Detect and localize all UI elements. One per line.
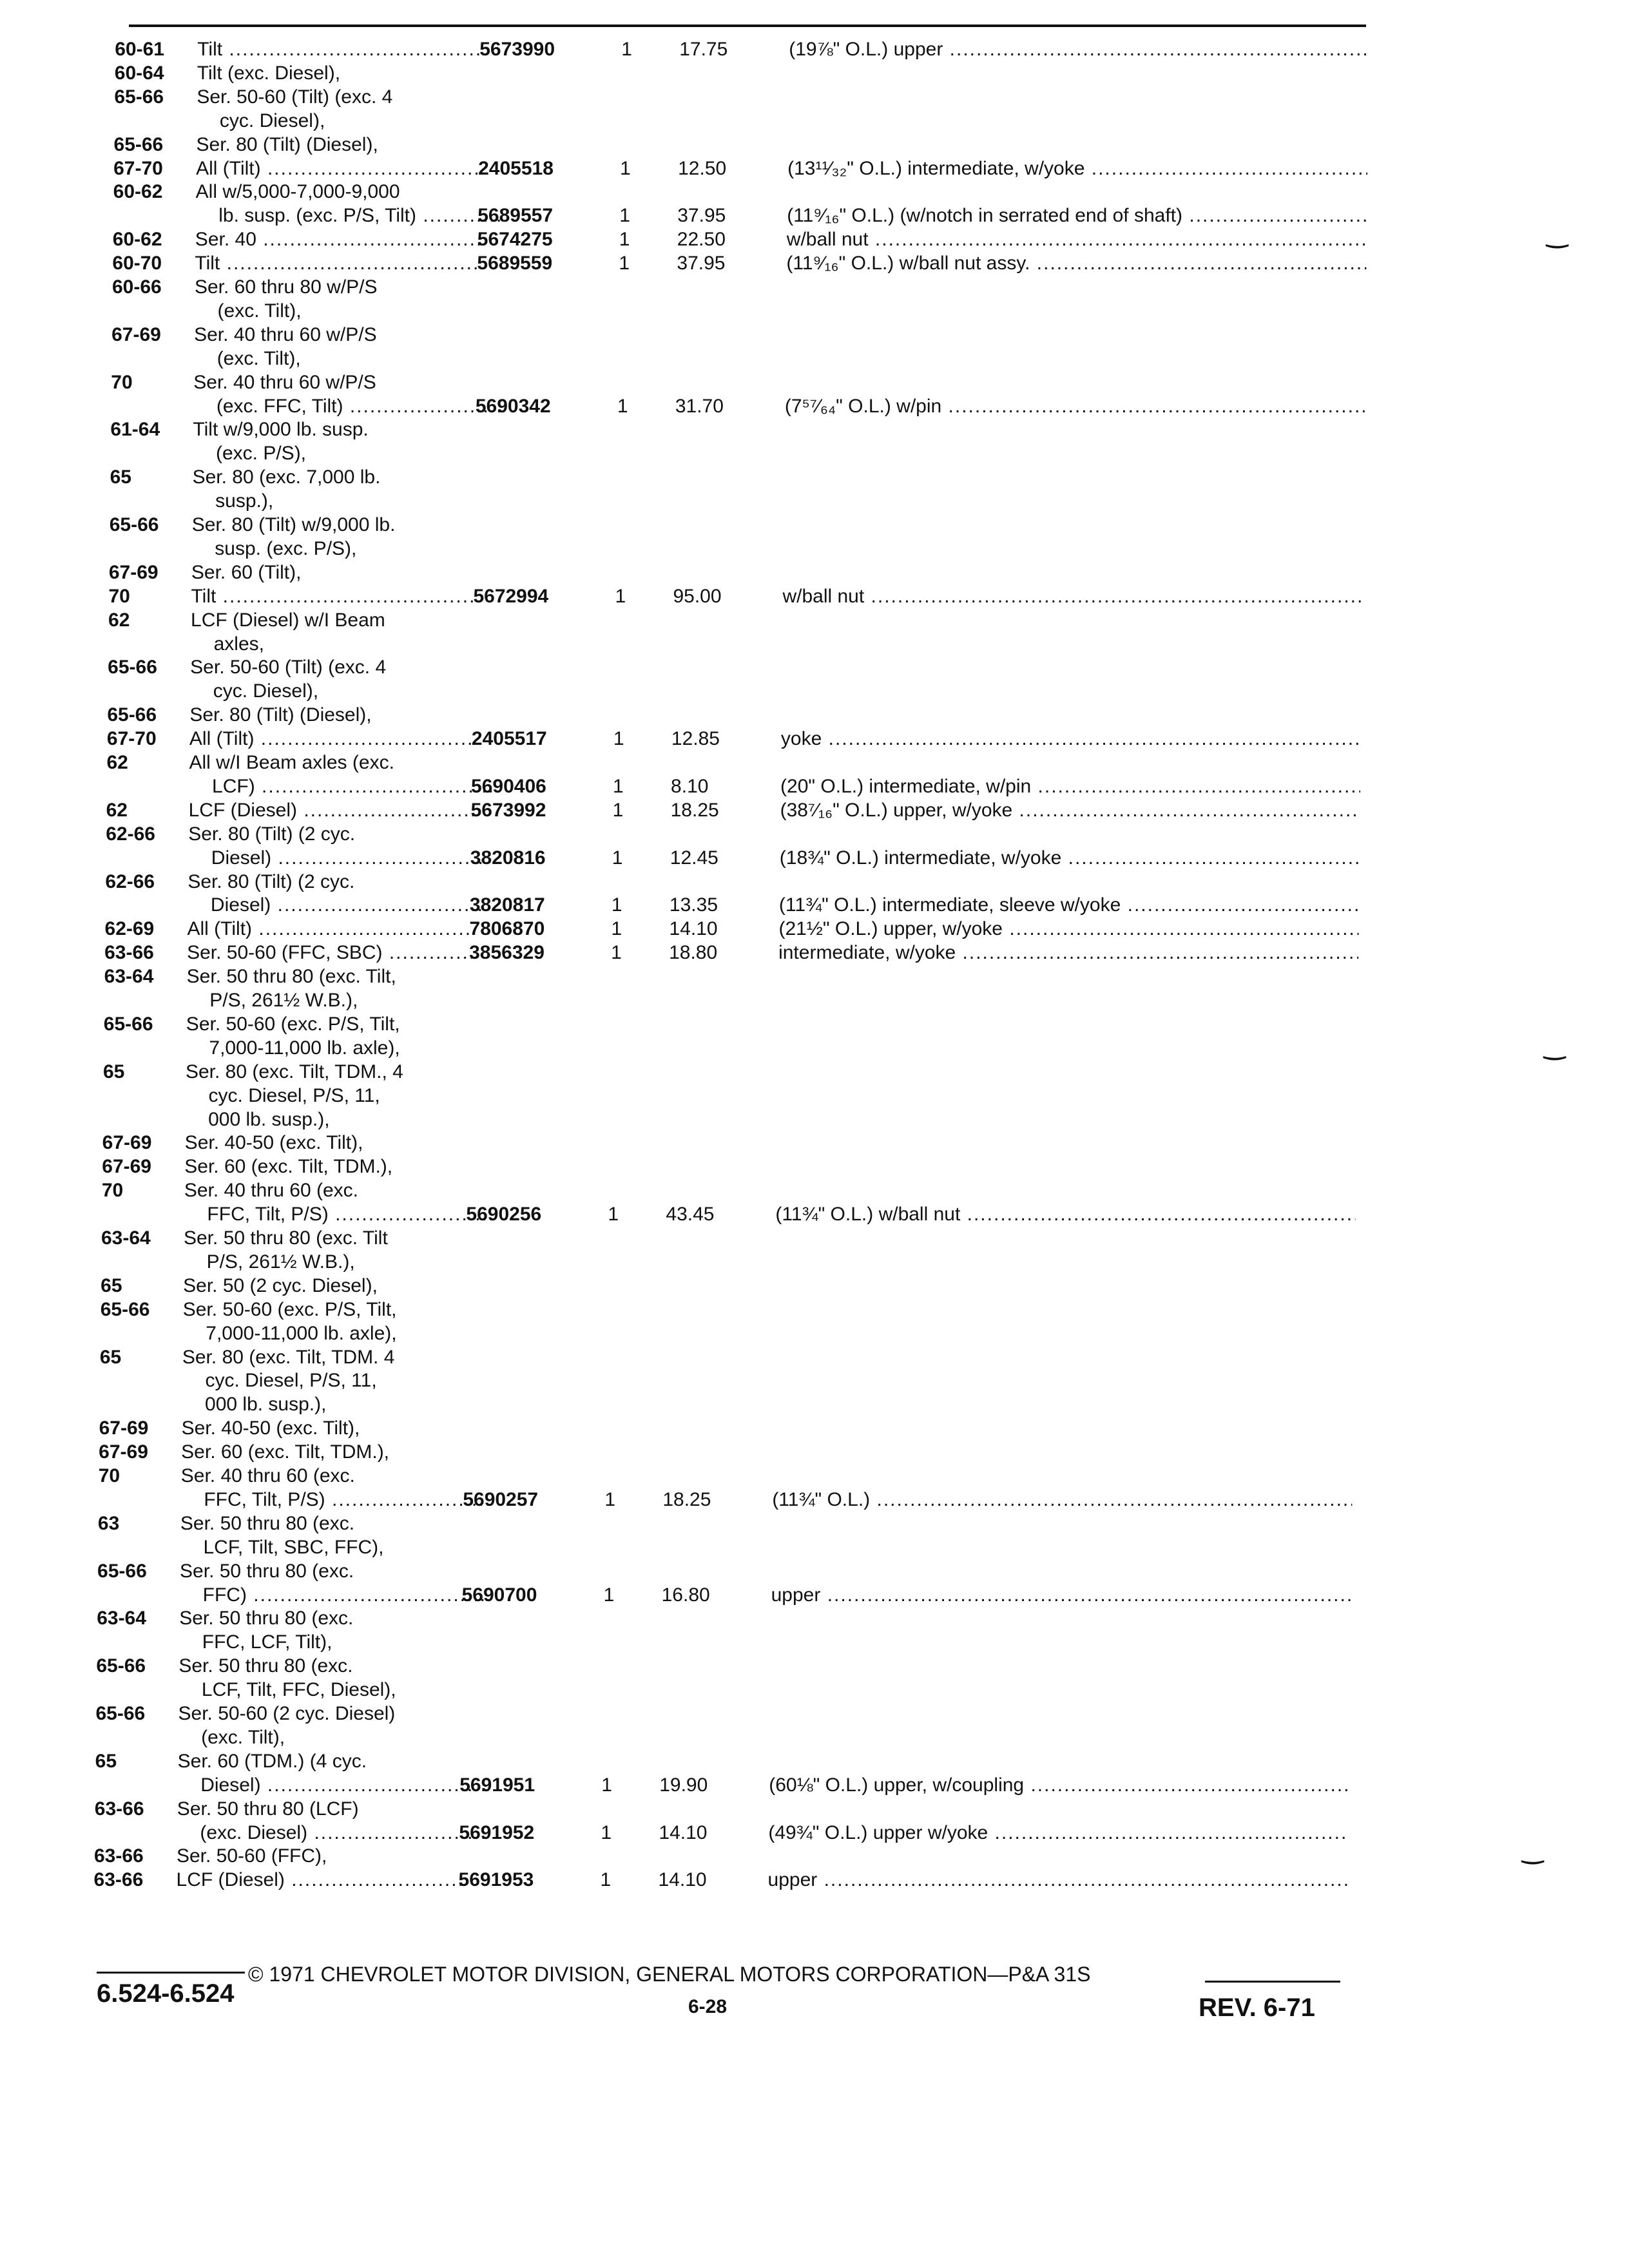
footer-revision: REV. 6-71 [1199,1994,1315,2022]
application-description: (exc. Diesel) ..... [200,1823,485,1843]
table-row [0,1110,1629,1129]
table-row [0,1538,1629,1557]
list-price: 17.75 [679,39,728,60]
part-description: w/ball nut ..... [782,587,1362,606]
part-description: (13¹¹⁄₃₂" O.L.) intermediate, w/yoke ..... [787,159,1367,178]
list-price: 37.95 [677,205,726,227]
table-row [0,1728,1629,1747]
list-price: 12.50 [678,157,727,179]
table-row [0,1680,1629,1700]
model-year: 67-69 [99,1441,148,1463]
table-row [0,302,1629,321]
list-price: 14.10 [669,918,718,940]
quantity: 1 [601,1821,612,1843]
table-row [0,1633,1629,1652]
list-price: 22.50 [677,229,726,251]
part-description: (21½" O.L.) upper, w/yoke ..... [779,919,1359,939]
part-number: 5690256 [466,1204,542,1225]
application-description: LCF, Tilt, SBC, FFC), [203,1536,384,1558]
margin-tick-mark: ‿ [1544,1032,1566,1060]
application-description: Ser. 50-60 (2 cyc. Diesel) [178,1703,396,1724]
application-description: cyc. Diesel), [213,680,319,702]
model-year: 70 [111,371,133,393]
application-description: Ser. 80 (Tilt) (2 cyc. [188,823,356,845]
part-description: upper ..... [768,1870,1348,1890]
table-row [0,1157,1629,1177]
part-description: (19⅞" O.L.) upper ..... [789,40,1369,59]
footer-left-rule [97,1972,245,1974]
application-description: LCF) ..... [212,777,497,796]
list-price: 13.35 [669,894,718,916]
application-description: lb. susp. (exc. P/S, Tilt) ..... [218,206,503,226]
application-description: Ser. 50 thru 80 (exc. [180,1512,355,1534]
table-row [0,1847,1629,1866]
application-description: Ser. 80 (Tilt) (2 cyc. [188,870,355,892]
application-description: Ser. 80 (exc. Tilt, TDM. 4 [182,1346,395,1368]
application-description: (exc. Tilt), [201,1726,285,1748]
table-row [0,1704,1629,1724]
quantity: 1 [604,1488,616,1510]
model-year: 65-66 [109,514,159,535]
model-year: 65-66 [97,1560,147,1582]
table-row [0,1800,1629,1819]
quantity: 1 [612,799,624,821]
part-number: 5690342 [475,395,551,417]
list-price: 31.70 [675,395,724,417]
model-year: 70 [108,585,130,607]
table-row [0,420,1629,439]
table-row [0,254,1629,273]
part-description: (7⁵⁷⁄₆₄" O.L.) w/pin ..... [785,397,1365,416]
part-description: (11¾" O.L.) ..... [772,1490,1352,1510]
application-description: Diesel) ..... [200,1776,485,1795]
application-description: Ser. 80 (Tilt) w/9,000 lb. [191,514,396,535]
model-year: 67-69 [102,1156,151,1178]
model-year: 60-66 [111,276,162,298]
application-description: Ser. 50 thru 80 (exc. [180,1560,354,1582]
application-description: Ser. 80 (Tilt) (Diesel), [196,133,378,155]
table-row [0,40,1629,59]
application-description: (exc. FFC, Tilt) ..... [217,397,501,416]
list-price: 95.00 [673,585,722,607]
part-number: 2405518 [478,157,554,179]
quantity: 1 [611,942,622,964]
application-description: Ser. 50-60 (FFC, SBC) ..... [187,943,472,963]
application-description: 7,000-11,000 lb. axle), [209,1037,400,1059]
table-row [0,468,1629,487]
table-row [0,159,1629,178]
quantity: 1 [619,205,630,227]
quantity: 1 [620,157,631,179]
table-row [0,1229,1629,1248]
table-row [0,729,1629,749]
application-description: Ser. 80 (Tilt) (Diesel), [189,704,372,726]
table-row [0,64,1629,83]
list-price: 16.80 [661,1584,710,1606]
application-description: Ser. 40 ..... [195,230,480,249]
quantity: 1 [600,1869,612,1891]
table-row [0,706,1629,725]
table-row [0,539,1629,559]
table-row [0,611,1629,630]
part-number: 5673992 [470,799,546,821]
quantity: 1 [619,253,630,274]
model-year: 65-66 [108,657,157,678]
model-year: 65 [101,1274,122,1296]
table-row [0,1870,1629,1890]
model-year: 62 [106,752,128,773]
table-row [0,444,1629,463]
part-number: 7806870 [469,918,545,940]
application-description: Ser. 40-50 (exc. Tilt), [181,1418,360,1439]
part-description: (11⁹⁄₁₆" O.L.) (w/notch in serrated end of shaft) ..... [787,206,1367,226]
model-year: 60-61 [115,39,164,60]
table-row [0,325,1629,345]
model-year: 63 [97,1512,120,1534]
part-description: (38⁷⁄₁₆" O.L.) upper, w/yoke ..... [780,801,1360,820]
table-row [0,1395,1629,1414]
table-row [0,1276,1629,1296]
application-description: Ser. 50-60 (FFC), [176,1845,327,1867]
table-row [0,1823,1629,1843]
application-description: Tilt (exc. Diesel), [197,62,341,84]
quantity: 1 [608,1204,619,1225]
model-year: 65-66 [95,1703,146,1724]
model-year: 65-66 [107,704,157,726]
application-description: (exc. P/S), [215,443,307,465]
part-number: 5673990 [479,39,555,60]
table-row [0,111,1629,131]
model-year: 70 [101,1180,124,1202]
part-number: 5690700 [461,1584,537,1606]
quantity: 1 [603,1584,615,1606]
table-row [0,801,1629,820]
table-row [0,1490,1629,1510]
application-description: Ser. 50 thru 80 (exc. Tilt, [186,966,396,988]
top-rule [129,24,1366,27]
part-description: upper ..... [771,1586,1351,1605]
application-description: P/S, 261½ W.B.), [209,990,358,1011]
table-row [0,230,1629,249]
application-description: cyc. Diesel, P/S, 11, [208,1084,380,1106]
table-row [0,397,1629,416]
application-description: Ser. 60 (TDM.) (4 cyc. [177,1750,367,1772]
model-year: 62 [106,799,128,821]
model-year: 67-70 [113,157,163,179]
application-description: 000 lb. susp.), [205,1394,327,1416]
model-year: 65-66 [114,86,164,108]
model-year: 67-69 [99,1418,149,1439]
application-description: susp.), [215,490,274,512]
model-year: 63-64 [97,1608,146,1629]
table-row [0,919,1629,939]
footer-page-number: 6-28 [688,1996,728,2017]
part-number: 5690406 [471,775,546,797]
table-row [0,1015,1629,1034]
part-description: yoke ..... [781,729,1361,749]
list-price: 18.80 [669,942,718,964]
application-description: Tilt ..... [191,587,476,606]
model-year: 67-69 [111,323,161,345]
application-description: Ser. 80 (exc. Tilt, TDM., 4 [185,1061,403,1082]
table-row [0,1253,1629,1272]
part-description: w/ball nut ..... [787,230,1367,249]
model-year: 62-66 [106,823,155,845]
application-description: Ser. 40 thru 60 w/P/S [193,371,376,393]
list-price: 14.10 [659,1821,708,1843]
table-row [0,1348,1629,1367]
part-description: (20" O.L.) intermediate, w/pin ..... [780,777,1360,796]
table-row [0,896,1629,915]
model-year: 65-66 [113,133,164,155]
model-year: 61-64 [110,419,160,441]
quantity: 1 [612,847,623,869]
quantity: 1 [615,585,626,607]
application-description: Tilt ..... [197,40,482,59]
list-price: 8.10 [671,775,709,797]
table-row [0,206,1629,226]
application-description: Ser. 40-50 (exc. Tilt), [184,1132,363,1154]
model-year: 63-66 [93,1869,144,1891]
table-row [0,849,1629,868]
application-description: Ser. 80 (exc. 7,000 lb. [192,466,381,488]
model-year: 63-64 [101,1227,151,1249]
model-year: 62 [108,609,130,631]
part-description: (11⁹⁄₁₆" O.L.) w/ball nut assy. ..... [786,254,1366,273]
table-row [0,635,1629,654]
application-description: Ser. 60 (exc. Tilt, TDM.), [184,1156,393,1178]
application-description: 000 lb. susp.), [208,1108,330,1130]
part-number: 3820817 [469,894,545,916]
model-year: 60-62 [112,229,162,251]
list-price: 12.45 [670,847,718,869]
application-description: LCF (Diesel) w/I Beam [191,609,385,631]
table-row [0,777,1629,796]
application-description: Ser. 50-60 (Tilt) (exc. 4 [190,657,387,678]
list-price: 18.25 [670,799,719,821]
margin-tick-mark: ‿ [1547,220,1568,248]
model-year: 60-62 [113,181,163,203]
application-description: FFC) ..... [203,1586,488,1605]
table-row [0,872,1629,892]
table-row [0,1752,1629,1771]
model-year: 67-69 [108,561,159,583]
application-description: All w/5,000-7,000-9,000 [195,181,400,203]
footer-right-rule [1205,1981,1340,1983]
application-description: All (Tilt) ..... [189,729,474,749]
table-row [0,1133,1629,1153]
model-year: 63-64 [104,966,154,988]
application-description: All (Tilt) ..... [196,159,481,178]
table-row [0,1609,1629,1628]
table-row [0,1514,1629,1533]
application-description: LCF (Diesel) ..... [189,801,474,820]
table-row [0,563,1629,582]
part-number: 5691951 [459,1774,535,1796]
table-row [0,135,1629,155]
model-year: 65 [99,1346,122,1368]
part-number: 5689557 [477,205,554,227]
quantity: 1 [611,918,622,940]
application-description: Ser. 60 (Tilt), [191,561,302,583]
application-description: LCF, Tilt, FFC, Diesel), [201,1679,396,1701]
application-description: cyc. Diesel, P/S, 11, [205,1370,377,1392]
application-description: (exc. Tilt), [217,347,301,369]
application-description: axles, [213,633,264,655]
list-price: 37.95 [677,253,726,274]
list-price: 19.90 [659,1774,708,1796]
application-description: Diesel) ..... [211,849,496,868]
model-year: 67-70 [106,728,157,750]
application-description: 7,000-11,000 lb. axle), [206,1322,397,1344]
table-row [0,1371,1629,1390]
quantity: 1 [611,894,622,916]
list-price: 18.25 [662,1488,711,1510]
application-description: Diesel) ..... [211,896,496,915]
model-year: 62-69 [104,918,155,940]
model-year: 63-66 [104,942,154,964]
table-row [0,278,1629,297]
table-row [0,1419,1629,1438]
part-description: (60⅛" O.L.) upper, w/coupling ..... [769,1776,1349,1795]
part-description: intermediate, w/yoke ..... [778,943,1358,963]
application-description: All w/I Beam axles (exc. [189,752,394,773]
model-year: 67-69 [102,1132,152,1154]
table-row [0,682,1629,701]
application-description: Ser. 40 thru 60 (exc. [184,1180,358,1202]
model-year: 63-66 [94,1798,144,1820]
application-description: Tilt w/9,000 lb. susp. [193,419,369,441]
part-number: 3820816 [470,847,546,869]
table-row [0,1181,1629,1200]
part-description: (11¾" O.L.) intermediate, sleeve w/yoke ..... [779,896,1359,915]
table-row [0,515,1629,535]
model-year: 65 [110,466,131,488]
table-row [0,492,1629,511]
quantity: 1 [617,395,628,417]
model-year: 70 [98,1465,120,1486]
application-description: susp. (exc. P/S), [215,537,357,559]
application-description: Ser. 50 (2 cyc. Diesel), [183,1274,378,1296]
model-year: 62-66 [105,870,155,892]
table-row [0,1586,1629,1605]
application-description: LCF (Diesel) ..... [177,1870,461,1890]
part-description: (49¾" O.L.) upper w/yoke ..... [768,1823,1348,1843]
table-row [0,1086,1629,1106]
application-description: Ser. 40 thru 60 (exc. [180,1465,355,1486]
list-price: 43.45 [666,1204,715,1225]
table-row [0,1443,1629,1462]
table-row [0,1776,1629,1795]
application-description: Ser. 50-60 (Tilt) (exc. 4 [197,86,393,108]
table-row [0,943,1629,963]
quantity: 1 [613,728,624,750]
application-description: cyc. Diesel), [219,110,325,131]
quantity: 1 [621,39,632,60]
quantity: 1 [613,775,624,797]
table-row [0,1039,1629,1058]
table-row [0,1466,1629,1486]
application-description: Ser. 60 thru 80 w/P/S [194,276,378,298]
part-number: 5690257 [463,1488,539,1510]
application-description: FFC, Tilt, P/S) ..... [204,1490,488,1510]
model-year: 65-66 [100,1298,150,1320]
model-year: 65-66 [103,1013,153,1035]
part-number: 5691953 [458,1869,534,1891]
table-row [0,753,1629,773]
table-row [0,1562,1629,1581]
margin-tick-mark: ‿ [1522,1836,1544,1864]
table-row [0,1657,1629,1676]
table-row [0,967,1629,986]
model-year: 63-66 [93,1845,144,1867]
part-number: 2405517 [471,728,547,750]
table-row [0,587,1629,606]
application-description: Ser. 60 (exc. Tilt, TDM.), [181,1441,390,1463]
part-number: 3856329 [469,942,545,964]
table-row [0,88,1629,107]
model-year: 60-64 [114,62,164,84]
application-description: FFC, Tilt, P/S) ..... [207,1205,492,1224]
model-year: 60-70 [112,253,162,274]
application-description: Ser. 40 thru 60 w/P/S [194,323,377,345]
part-number: 5689559 [477,253,553,274]
part-number: 5672994 [473,585,549,607]
part-description: (11¾" O.L.) w/ball nut ..... [775,1205,1355,1224]
application-description: Ser. 50-60 (exc. P/S, Tilt, [186,1013,400,1035]
model-year: 65-66 [96,1655,146,1677]
footer-copyright: © 1971 CHEVROLET MOTOR DIVISION, GENERAL MOTORS CORPORATION—P&A 31S [248,1963,1091,1986]
application-description: All (Tilt) ..... [188,919,472,939]
table-row [0,1324,1629,1343]
application-description: (exc. Tilt), [217,300,302,322]
table-row [0,1300,1629,1320]
footer-section-number: 6.524-6.524 [97,1979,235,2008]
table-row [0,1062,1629,1082]
application-description: Tilt ..... [195,254,479,273]
table-row [0,658,1629,677]
application-description: P/S, 261½ W.B.), [206,1251,355,1273]
part-description: (18¾" O.L.) intermediate, w/yoke ..... [780,849,1360,868]
part-number: 5691952 [459,1821,535,1843]
application-description: Ser. 50 thru 80 (exc. [178,1655,353,1677]
table-row [0,373,1629,392]
table-row [0,825,1629,844]
application-description: FFC, LCF, Tilt), [202,1631,333,1653]
part-number: 5674275 [477,229,553,251]
list-price: 12.85 [671,728,720,750]
application-description: Ser. 50-60 (exc. P/S, Tilt, [182,1298,397,1320]
application-description: Ser. 50 thru 80 (exc. Tilt [183,1227,388,1249]
table-row [0,182,1629,202]
application-description: Ser. 50 thru 80 (LCF) [177,1798,359,1820]
model-year: 65 [95,1750,117,1772]
table-row [0,349,1629,369]
model-year: 65 [102,1061,125,1082]
table-row [0,991,1629,1010]
application-description: Ser. 50 thru 80 (exc. [179,1608,354,1629]
list-price: 14.10 [658,1869,707,1891]
table-row [0,1205,1629,1224]
quantity: 1 [601,1774,612,1796]
quantity: 1 [619,229,630,251]
